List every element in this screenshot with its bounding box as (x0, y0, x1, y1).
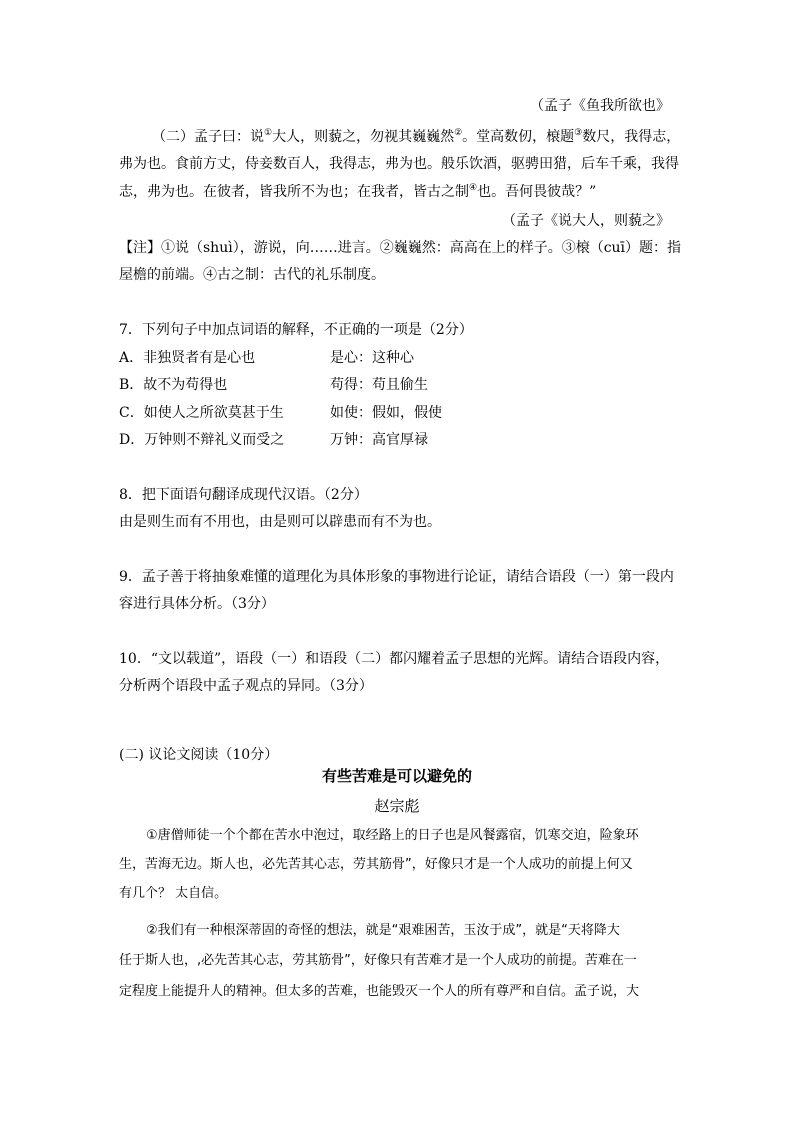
q7-option-b-explanation: 苟得：苟且偷生 (330, 377, 428, 393)
q7-option-c-explanation: 如使：假如，假使 (330, 405, 442, 421)
q7-option-c: C．如使人之所欲莫甚于生 (119, 405, 284, 421)
note-marker-4: ④ (469, 183, 478, 193)
essay-p1-line-3: 有几个？ 太自信。 (119, 886, 228, 901)
note-line-2: 屋檐的前端。④古之制：古代的礼乐制度。 (119, 267, 385, 283)
essay-p2-line-3: 定程度上能提升人的精神。但太多的苦难，也能毁灭一个人的所有尊严和自信。孟子说，大 (119, 984, 640, 999)
essay-p2-line-1: ②我们有一种根深蒂固的奇怪的想法，就是“艰难困苦，玉汝于成”，就是“天将降大 (146, 923, 620, 938)
passage2-line-3-b: 也。吾何畏彼哉？” (477, 184, 597, 200)
q9-line-2: 容进行具体分析。（3分） (119, 596, 275, 612)
q7-option-b: B．故不为苟得也 (119, 377, 228, 393)
passage2-line-3 (119, 182, 596, 202)
q7-option-a-explanation: 是心：这种心 (330, 350, 414, 366)
passage2-line-1 (152, 127, 680, 147)
passage2-line-1-b: 大人，则藐之，勿视其巍巍然 (272, 129, 455, 145)
passage2-line-2: 弗为也。食前方丈，侍妾数百人，我得志，弗为也。般乐饮酒，驱骋田猎，后车千乘，我得 (119, 156, 679, 172)
passage2-line-1-c: 。堂高数仞，榱题 (462, 129, 575, 145)
q7-stem: 7．下列句子中加点词语的解释，不正确的一项是（2分） (119, 322, 473, 338)
q8-stem: 8．把下面语句翻译成现代汉语。（2分） (119, 487, 368, 503)
essay-p1-line-1: ①唐僧师徒一个个都在苦水中泡过，取经路上的日子也是风餐露宿，饥寒交迫，险象环 (146, 828, 639, 843)
q8-sentence: 由是则生而有不用也，由是则可以辟患而有不为也。 (119, 514, 441, 530)
q10-line-2: 分析两个语段中孟子观点的异同。（3分） (119, 678, 373, 694)
q7-option-d: D．万钟则不辩礼义而受之 (119, 432, 285, 448)
passage2-line-1-a: （二）孟子曰：说 (152, 129, 264, 145)
q7-option-a: A．非独贤者有是心也 (119, 350, 256, 366)
passage2-line-3-a: 志，弗为也。在彼者，皆我所不为也；在我者，皆古之制 (119, 184, 469, 200)
essay-author: 赵宗彪 (374, 797, 420, 815)
q7-option-d-explanation: 万钟：高官厚禄 (330, 432, 428, 448)
passage2-source: （孟子《说大人，则藐之》 (502, 213, 670, 229)
note-marker-2: ② (454, 128, 463, 138)
note-marker-3: ③ (574, 128, 583, 138)
q9-line-1: 9．孟子善于将抽象难懂的道理化为具体形象的事物进行论证，请结合语段（一）第一段内 (119, 569, 674, 585)
note-marker-1: ① (264, 128, 273, 138)
essay-p1-line-2: 生，苦海无边。斯人也，必先苦其心志，劳其筋骨”，好像只才是一个人成功的前提上何又 (119, 857, 633, 872)
q10-line-1: 10．“文以载道”，语段（一）和语段（二）都闪耀着孟子思想的光辉。请结合语段内容， (119, 651, 670, 667)
section2-heading: (二) 议论文阅读（10分） (119, 747, 279, 763)
essay-title: 有些苦难是可以避免的 (321, 767, 472, 785)
essay-p2-line-2: 任于斯人也，,必先苦其心志，劳其筋骨”，好像只有苦难才是一个人成功的前提。苦难在一 (119, 953, 637, 968)
passage1-source: （孟子《鱼我所欲也》 (530, 98, 670, 114)
passage2-line-1-d: 数尺，我得志， (582, 129, 681, 145)
note-line-1: 【注】①说（shuì），游说，向……进言。②巍巍然：高高在上的样子。③榱（cuī）题：指 (119, 240, 682, 256)
